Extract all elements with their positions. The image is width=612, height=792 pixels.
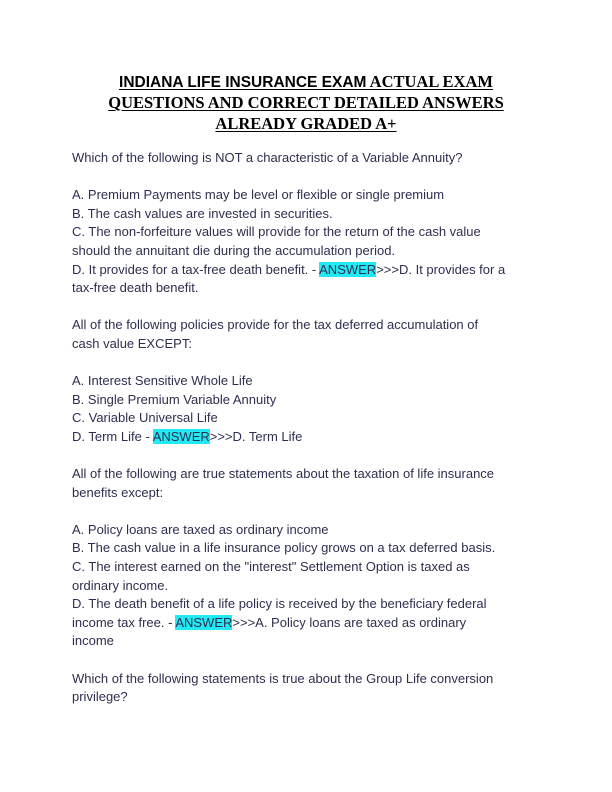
option-a: A. Premium Payments may be level or flexible or single premium — [72, 187, 445, 203]
option-d-text: income tax free. - — [72, 614, 176, 630]
question-block-2 — [72, 316, 552, 446]
question-text: All of the following policies provide for the tax deferred accumulation of — [72, 317, 479, 333]
option-c: C. Variable Universal Life — [72, 410, 218, 426]
option-d-answer — [72, 614, 552, 633]
question-text: All of the following are true statements about the taxation of life insurance — [72, 466, 495, 482]
option-c: C. The interest earned on the "interest" Settlement Option is taxed as — [72, 559, 470, 575]
answer-text: >>>D. It provides for a — [376, 261, 506, 277]
option-b: B. The cash values are invested in securities. — [72, 205, 333, 221]
option-a: A. Interest Sensitive Whole Life — [72, 373, 253, 389]
question-text-continued: cash value EXCEPT: — [72, 335, 192, 351]
question-text: Which of the following statements is true about the Group Life conversion — [72, 670, 494, 686]
option-c-continued: ordinary income. — [72, 577, 169, 593]
answer-text-continued: tax-free death benefit. — [72, 280, 199, 296]
question-text: Which of the following is NOT a characteristic of a Variable Annuity? — [72, 150, 463, 165]
option-a: A. Policy loans are taxed as ordinary income — [72, 521, 329, 537]
option-d: D. The death benefit of a life policy is received by the beneficiary federal — [72, 596, 487, 612]
option-d-text: D. Term Life - — [72, 428, 153, 444]
question-block-1 — [72, 149, 552, 298]
question-block-3 — [72, 465, 552, 651]
question-text-continued: benefits except: — [72, 484, 164, 500]
title-actual-exam: ACTUAL EXAM — [366, 72, 493, 91]
option-d-answer — [72, 428, 552, 447]
title-exam-name: INDIANA LIFE INSURANCE EXAM — [119, 74, 367, 91]
question-block-4 — [72, 670, 552, 707]
title-line-1 — [60, 71, 552, 92]
title-line-3: ALREADY GRADED A+ — [215, 114, 397, 133]
answer-highlight: ANSWER — [319, 261, 377, 277]
option-c: C. The non-forfeiture values will provide for the return of the cash value — [72, 224, 481, 240]
question-text-continued: privilege? — [72, 689, 128, 705]
document-body — [72, 149, 552, 707]
answer-highlight: ANSWER — [152, 428, 210, 444]
answer-text: >>>D. Term Life — [209, 428, 303, 444]
document-title — [60, 71, 552, 134]
option-d-answer — [72, 261, 552, 280]
answer-highlight: ANSWER — [175, 614, 233, 630]
option-c-continued: should the annuitant die during the accumulation period. — [72, 242, 396, 258]
answer-text-continued: income — [72, 633, 114, 649]
title-line-2: QUESTIONS AND CORRECT DETAILED ANSWERS — [108, 93, 504, 112]
option-d-text: D. It provides for a tax-free death benefit. - — [72, 261, 320, 277]
option-b: B. Single Premium Variable Annuity — [72, 391, 277, 407]
answer-text: >>>A. Policy loans are taxed as ordinary — [232, 614, 467, 630]
option-b: B. The cash value in a life insurance policy grows on a tax deferred basis. — [72, 540, 496, 556]
